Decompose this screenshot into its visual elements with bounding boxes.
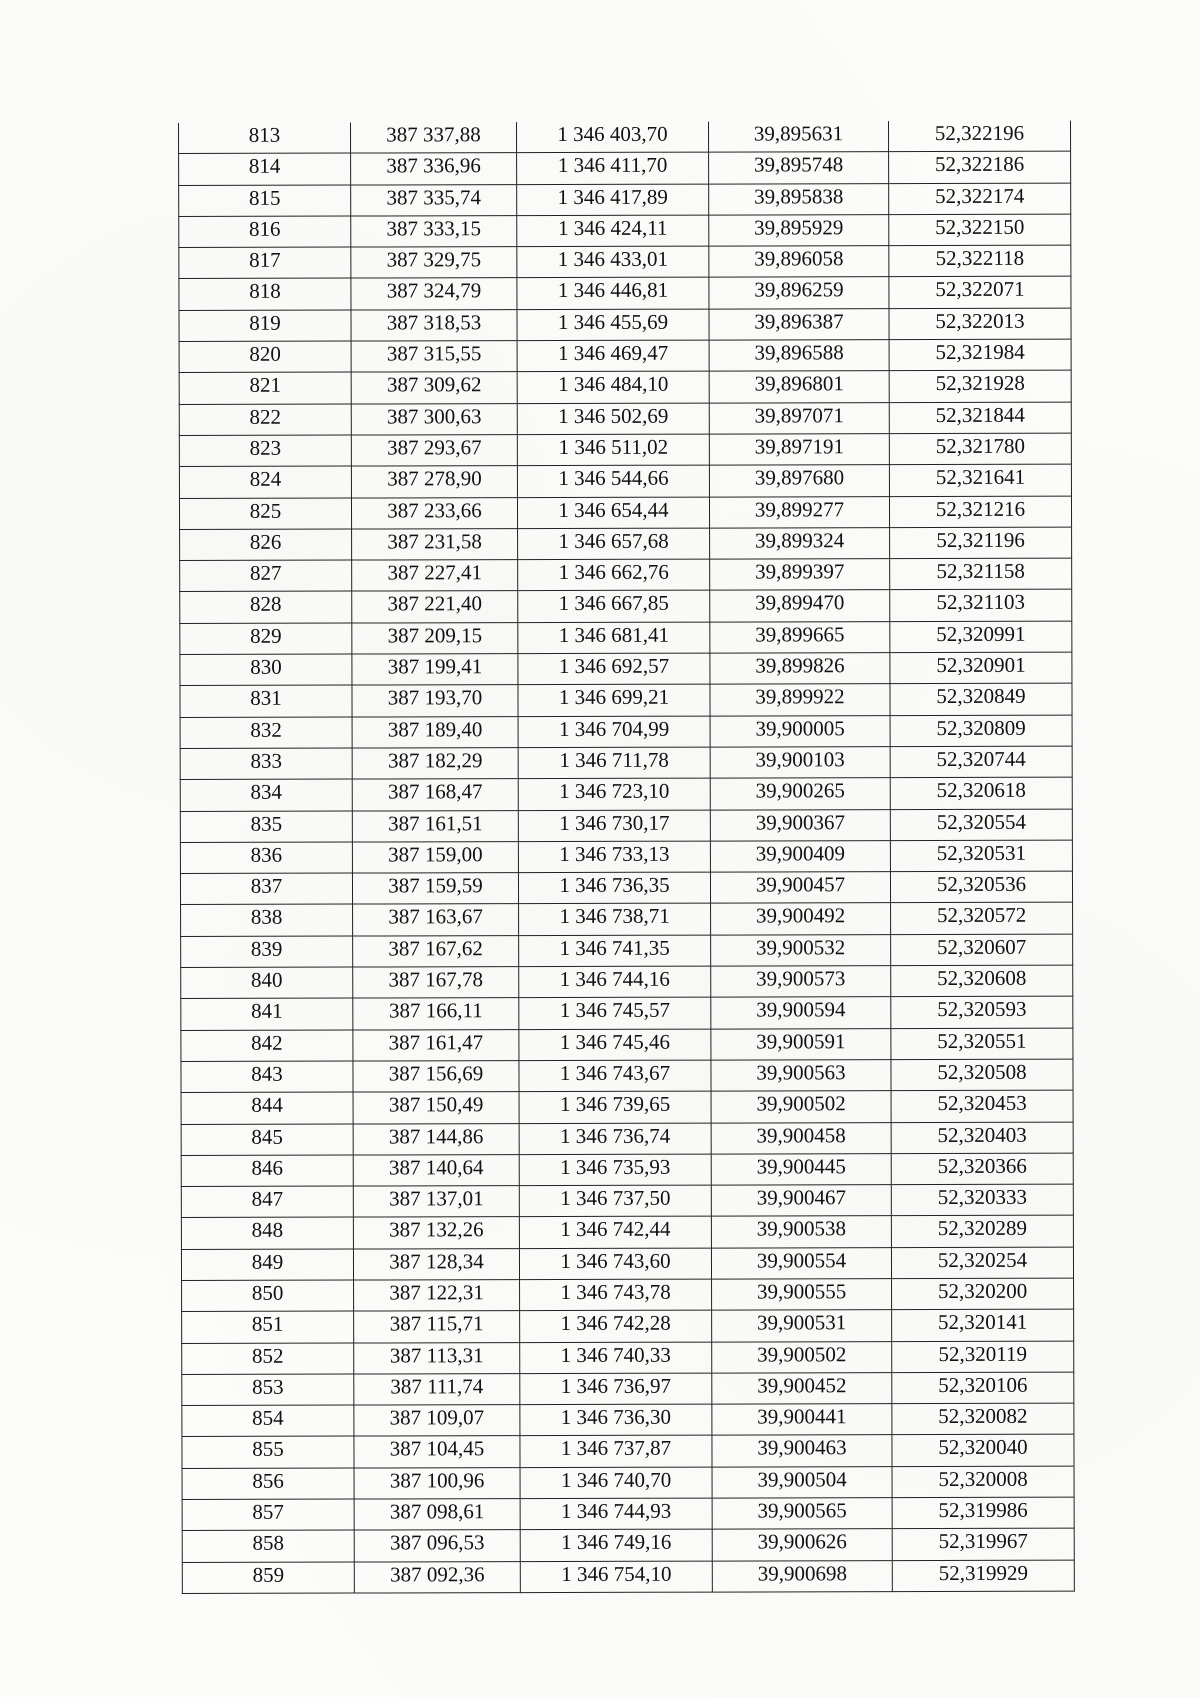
point-number-cell: 849 [181, 1249, 353, 1281]
point-number-cell: 826 [180, 529, 352, 561]
latitude-cell: 52,321928 [889, 371, 1071, 403]
table-row [179, 121, 1071, 154]
table-row [182, 1435, 1074, 1469]
longitude-cell: 39,900563 [711, 1060, 891, 1092]
x-coordinate-cell: 387 167,62 [353, 935, 519, 967]
x-coordinate-cell: 387 122,31 [354, 1280, 520, 1312]
x-coordinate-cell: 387 233,66 [351, 497, 517, 529]
latitude-cell: 52,322071 [889, 277, 1071, 309]
table-row [180, 777, 1072, 811]
y-coordinate-cell: 1 346 744,93 [520, 1498, 712, 1530]
y-coordinate-cell: 1 346 749,16 [520, 1529, 712, 1561]
table-row [182, 1466, 1074, 1500]
x-coordinate-cell: 387 113,31 [354, 1342, 520, 1374]
longitude-cell: 39,900103 [710, 747, 890, 779]
table-row [181, 1028, 1073, 1062]
y-coordinate-cell: 1 346 544,66 [517, 465, 709, 497]
longitude-cell: 39,900441 [712, 1404, 892, 1436]
x-coordinate-cell: 387 227,41 [352, 560, 518, 592]
table-row [182, 1497, 1074, 1531]
x-coordinate-cell: 387 318,53 [351, 309, 517, 341]
x-coordinate-cell: 387 161,47 [353, 1029, 519, 1061]
longitude-cell: 39,900467 [711, 1185, 891, 1217]
y-coordinate-cell: 1 346 741,35 [519, 935, 711, 967]
point-number-cell: 834 [180, 779, 352, 811]
y-coordinate-cell: 1 346 736,30 [520, 1404, 712, 1436]
table-row [180, 558, 1072, 592]
table-row [180, 871, 1072, 905]
y-coordinate-cell: 1 346 736,74 [519, 1123, 711, 1155]
table-row [179, 245, 1071, 279]
table-row [180, 527, 1072, 561]
y-coordinate-cell: 1 346 740,33 [520, 1342, 712, 1374]
longitude-cell: 39,900504 [712, 1466, 892, 1498]
y-coordinate-cell: 1 346 743,67 [519, 1060, 711, 1092]
latitude-cell: 52,321984 [889, 339, 1071, 371]
y-coordinate-cell: 1 346 662,76 [518, 559, 710, 591]
longitude-cell: 39,900463 [712, 1435, 892, 1467]
point-number-cell: 839 [181, 936, 353, 968]
table-row [179, 371, 1071, 405]
x-coordinate-cell: 387 168,47 [352, 779, 518, 811]
latitude-cell: 52,320008 [892, 1466, 1074, 1498]
point-number-cell: 832 [180, 717, 352, 749]
latitude-cell: 52,321641 [889, 464, 1071, 496]
longitude-cell: 39,895748 [709, 152, 889, 184]
y-coordinate-cell: 1 346 743,60 [519, 1248, 711, 1280]
table-row [179, 183, 1071, 217]
x-coordinate-cell: 387 156,69 [353, 1061, 519, 1093]
longitude-cell: 39,899277 [709, 496, 889, 528]
coordinates-table [178, 121, 1075, 1594]
longitude-cell: 39,900555 [712, 1279, 892, 1311]
longitude-cell: 39,897680 [709, 465, 889, 497]
x-coordinate-cell: 387 221,40 [352, 591, 518, 623]
latitude-cell: 52,320536 [890, 871, 1072, 903]
y-coordinate-cell: 1 346 737,87 [520, 1436, 712, 1468]
table-row [180, 809, 1072, 843]
longitude-cell: 39,899922 [710, 684, 890, 716]
table-row [180, 590, 1072, 624]
x-coordinate-cell: 387 300,63 [351, 403, 517, 435]
table-row [181, 934, 1073, 968]
table-row [180, 746, 1072, 780]
table-row [181, 1184, 1073, 1218]
point-number-cell: 837 [180, 873, 352, 905]
latitude-cell: 52,320254 [891, 1247, 1073, 1279]
y-coordinate-cell: 1 346 704,99 [518, 716, 710, 748]
longitude-cell: 39,900452 [712, 1373, 892, 1405]
latitude-cell: 52,320366 [891, 1153, 1073, 1185]
table-row [182, 1341, 1074, 1375]
latitude-cell: 52,320531 [890, 840, 1072, 872]
y-coordinate-cell: 1 346 754,10 [520, 1561, 712, 1593]
x-coordinate-cell: 387 324,79 [351, 278, 517, 310]
x-coordinate-cell: 387 199,41 [352, 654, 518, 686]
longitude-cell: 39,896588 [709, 340, 889, 372]
table-row [181, 903, 1073, 937]
latitude-cell: 52,319967 [892, 1529, 1074, 1561]
x-coordinate-cell: 387 337,88 [350, 122, 516, 153]
longitude-cell: 39,900532 [711, 934, 891, 966]
y-coordinate-cell: 1 346 742,28 [520, 1310, 712, 1342]
longitude-cell: 39,900554 [711, 1247, 891, 1279]
x-coordinate-cell: 387 293,67 [351, 435, 517, 467]
point-number-cell: 857 [182, 1499, 354, 1531]
y-coordinate-cell: 1 346 484,10 [517, 371, 709, 403]
point-number-cell: 817 [179, 247, 351, 279]
table-row [179, 433, 1071, 467]
longitude-cell: 39,896387 [709, 308, 889, 340]
longitude-cell: 39,900005 [710, 715, 890, 747]
y-coordinate-cell: 1 346 417,89 [517, 184, 709, 216]
longitude-cell: 39,900538 [711, 1216, 891, 1248]
latitude-cell: 52,321196 [890, 527, 1072, 559]
point-number-cell: 831 [180, 685, 352, 717]
longitude-cell: 39,896801 [709, 371, 889, 403]
y-coordinate-cell: 1 346 657,68 [518, 528, 710, 560]
point-number-cell: 852 [182, 1343, 354, 1375]
point-number-cell: 840 [181, 967, 353, 999]
table-row [182, 1403, 1074, 1437]
latitude-cell: 52,322013 [889, 308, 1071, 340]
x-coordinate-cell: 387 182,29 [352, 748, 518, 780]
y-coordinate-cell: 1 346 745,46 [519, 1029, 711, 1061]
latitude-cell: 52,322186 [889, 151, 1071, 183]
point-number-cell: 846 [181, 1155, 353, 1187]
y-coordinate-cell: 1 346 699,21 [518, 684, 710, 716]
y-coordinate-cell: 1 346 511,02 [517, 434, 709, 466]
point-number-cell: 856 [182, 1468, 354, 1500]
x-coordinate-cell: 387 104,45 [354, 1436, 520, 1468]
x-coordinate-cell: 387 109,07 [354, 1405, 520, 1437]
latitude-cell: 52,320809 [890, 715, 1072, 747]
point-number-cell: 844 [181, 1092, 353, 1124]
table-row [180, 715, 1072, 749]
y-coordinate-cell: 1 346 411,70 [517, 152, 709, 184]
table-row [179, 496, 1071, 530]
longitude-cell: 39,900565 [712, 1498, 892, 1530]
y-coordinate-cell: 1 346 711,78 [518, 747, 710, 779]
longitude-cell: 39,900594 [711, 997, 891, 1029]
table-row [180, 684, 1072, 718]
point-number-cell: 828 [180, 591, 352, 623]
point-number-cell: 853 [182, 1374, 354, 1406]
y-coordinate-cell: 1 346 455,69 [517, 309, 709, 341]
latitude-cell: 52,321780 [889, 433, 1071, 465]
y-coordinate-cell: 1 346 744,16 [519, 966, 711, 998]
x-coordinate-cell: 387 150,49 [353, 1092, 519, 1124]
x-coordinate-cell: 387 115,71 [354, 1311, 520, 1343]
latitude-cell: 52,321216 [889, 496, 1071, 528]
x-coordinate-cell: 387 132,26 [353, 1217, 519, 1249]
point-number-cell: 836 [180, 842, 352, 874]
latitude-cell: 52,320082 [892, 1403, 1074, 1435]
y-coordinate-cell: 1 346 424,11 [517, 215, 709, 247]
point-number-cell: 820 [179, 341, 351, 373]
table-row [180, 621, 1072, 655]
longitude-cell: 39,900502 [712, 1341, 892, 1373]
y-coordinate-cell: 1 346 739,65 [519, 1091, 711, 1123]
latitude-cell: 52,319929 [892, 1560, 1074, 1592]
y-coordinate-cell: 1 346 692,57 [518, 653, 710, 685]
latitude-cell: 52,320106 [892, 1372, 1074, 1404]
table-row [181, 1216, 1073, 1250]
point-number-cell: 835 [180, 811, 352, 843]
table-row [182, 1278, 1074, 1312]
longitude-cell: 39,896259 [709, 277, 889, 309]
table-row [180, 840, 1072, 874]
latitude-cell: 52,322118 [889, 245, 1071, 277]
longitude-cell: 39,900458 [711, 1122, 891, 1154]
x-coordinate-cell: 387 166,11 [353, 998, 519, 1030]
latitude-cell: 52,320901 [890, 652, 1072, 684]
x-coordinate-cell: 387 128,34 [353, 1248, 519, 1280]
point-number-cell: 842 [181, 1030, 353, 1062]
latitude-cell: 52,320849 [890, 684, 1072, 716]
y-coordinate-cell: 1 346 742,44 [519, 1216, 711, 1248]
x-coordinate-cell: 387 315,55 [351, 341, 517, 373]
point-number-cell: 845 [181, 1124, 353, 1156]
x-coordinate-cell: 387 098,61 [354, 1499, 520, 1531]
longitude-cell: 39,895929 [709, 215, 889, 247]
x-coordinate-cell: 387 335,74 [351, 184, 517, 216]
x-coordinate-cell: 387 092,36 [354, 1561, 520, 1593]
y-coordinate-cell: 1 346 469,47 [517, 340, 709, 372]
x-coordinate-cell: 387 100,96 [354, 1467, 520, 1499]
y-coordinate-cell: 1 346 730,17 [518, 810, 710, 842]
table-row [181, 965, 1073, 999]
longitude-cell: 39,900409 [710, 840, 890, 872]
table-row [182, 1529, 1074, 1563]
y-coordinate-cell: 1 346 502,69 [517, 403, 709, 435]
x-coordinate-cell: 387 231,58 [352, 528, 518, 560]
latitude-cell: 52,320453 [891, 1090, 1073, 1122]
x-coordinate-cell: 387 137,01 [353, 1186, 519, 1218]
longitude-cell: 39,900265 [710, 778, 890, 810]
table-row [182, 1309, 1074, 1343]
x-coordinate-cell: 387 167,78 [353, 967, 519, 999]
table-row [179, 339, 1071, 373]
longitude-cell: 39,896058 [709, 246, 889, 278]
longitude-cell: 39,899470 [710, 590, 890, 622]
longitude-cell: 39,895631 [708, 121, 888, 152]
x-coordinate-cell: 387 163,67 [353, 904, 519, 936]
latitude-cell: 52,320607 [891, 934, 1073, 966]
point-number-cell: 819 [179, 310, 351, 342]
table-row [179, 151, 1071, 185]
x-coordinate-cell: 387 161,51 [352, 810, 518, 842]
y-coordinate-cell: 1 346 735,93 [519, 1154, 711, 1186]
point-number-cell: 827 [180, 560, 352, 592]
latitude-cell: 52,319986 [892, 1497, 1074, 1529]
x-coordinate-cell: 387 189,40 [352, 716, 518, 748]
point-number-cell: 824 [179, 466, 351, 498]
latitude-cell: 52,320618 [890, 777, 1072, 809]
table-row [181, 996, 1073, 1030]
y-coordinate-cell: 1 346 667,85 [518, 591, 710, 623]
point-number-cell: 823 [179, 435, 351, 467]
point-number-cell: 851 [182, 1311, 354, 1343]
latitude-cell: 52,322174 [889, 183, 1071, 215]
longitude-cell: 39,895838 [709, 183, 889, 215]
x-coordinate-cell: 387 111,74 [354, 1373, 520, 1405]
point-number-cell: 818 [179, 279, 351, 311]
table-row [181, 1247, 1073, 1281]
latitude-cell: 52,320572 [891, 903, 1073, 935]
latitude-cell: 52,320744 [890, 746, 1072, 778]
point-number-cell: 854 [182, 1405, 354, 1437]
x-coordinate-cell: 387 144,86 [353, 1123, 519, 1155]
longitude-cell: 39,899665 [710, 621, 890, 653]
latitude-cell: 52,320403 [891, 1122, 1073, 1154]
table-row [179, 308, 1071, 342]
longitude-cell: 39,897191 [709, 434, 889, 466]
point-number-cell: 848 [181, 1217, 353, 1249]
y-coordinate-cell: 1 346 681,41 [518, 622, 710, 654]
latitude-cell: 52,320289 [891, 1216, 1073, 1248]
latitude-cell: 52,321103 [890, 590, 1072, 622]
latitude-cell: 52,320333 [891, 1184, 1073, 1216]
y-coordinate-cell: 1 346 743,78 [520, 1279, 712, 1311]
table-row [181, 1153, 1073, 1187]
x-coordinate-cell: 387 140,64 [353, 1154, 519, 1186]
point-number-cell: 855 [182, 1437, 354, 1469]
y-coordinate-cell: 1 346 733,13 [518, 841, 710, 873]
x-coordinate-cell: 387 278,90 [351, 466, 517, 498]
x-coordinate-cell: 387 209,15 [352, 622, 518, 654]
point-number-cell: 847 [181, 1186, 353, 1218]
longitude-cell: 39,900445 [711, 1153, 891, 1185]
longitude-cell: 39,899826 [710, 653, 890, 685]
y-coordinate-cell: 1 346 736,97 [520, 1373, 712, 1405]
latitude-cell: 52,320554 [890, 809, 1072, 841]
latitude-cell: 52,320551 [891, 1028, 1073, 1060]
y-coordinate-cell: 1 346 740,70 [520, 1467, 712, 1499]
table-row [179, 464, 1071, 498]
y-coordinate-cell: 1 346 654,44 [517, 497, 709, 529]
latitude-cell: 52,322150 [889, 214, 1071, 246]
point-number-cell: 825 [179, 498, 351, 530]
point-number-cell: 814 [179, 153, 351, 185]
point-number-cell: 813 [179, 123, 351, 154]
table-row [181, 1059, 1073, 1093]
point-number-cell: 833 [180, 748, 352, 780]
x-coordinate-cell: 387 159,00 [352, 841, 518, 873]
longitude-cell: 39,900698 [712, 1560, 892, 1592]
point-number-cell: 829 [180, 623, 352, 655]
y-coordinate-cell: 1 346 403,70 [516, 122, 708, 153]
table-row [182, 1372, 1074, 1406]
point-number-cell: 843 [181, 1061, 353, 1093]
point-number-cell: 859 [182, 1562, 354, 1594]
table-row [182, 1560, 1074, 1594]
x-coordinate-cell: 387 096,53 [354, 1530, 520, 1562]
table-row [181, 1122, 1073, 1156]
y-coordinate-cell: 1 346 736,35 [518, 872, 710, 904]
point-number-cell: 841 [181, 998, 353, 1030]
table-row [179, 402, 1071, 436]
table-row [181, 1090, 1073, 1124]
longitude-cell: 39,900591 [711, 1028, 891, 1060]
longitude-cell: 39,900502 [711, 1091, 891, 1123]
x-coordinate-cell: 387 333,15 [351, 216, 517, 248]
point-number-cell: 815 [179, 185, 351, 217]
y-coordinate-cell: 1 346 737,50 [519, 1185, 711, 1217]
table-row [179, 214, 1071, 248]
longitude-cell: 39,897071 [709, 402, 889, 434]
y-coordinate-cell: 1 346 723,10 [518, 778, 710, 810]
coordinates-table-body [179, 121, 1075, 1594]
point-number-cell: 821 [179, 372, 351, 404]
x-coordinate-cell: 387 336,96 [351, 153, 517, 185]
latitude-cell: 52,320040 [892, 1435, 1074, 1467]
latitude-cell: 52,320608 [891, 965, 1073, 997]
table-row [179, 277, 1071, 311]
x-coordinate-cell: 387 309,62 [351, 372, 517, 404]
latitude-cell: 52,320200 [892, 1278, 1074, 1310]
longitude-cell: 39,900367 [710, 809, 890, 841]
point-number-cell: 838 [181, 904, 353, 936]
longitude-cell: 39,900457 [710, 872, 890, 904]
latitude-cell: 52,322196 [888, 121, 1070, 152]
latitude-cell: 52,320508 [891, 1059, 1073, 1091]
point-number-cell: 816 [179, 216, 351, 248]
latitude-cell: 52,320119 [892, 1341, 1074, 1373]
latitude-cell: 52,320141 [892, 1309, 1074, 1341]
longitude-cell: 39,899324 [710, 527, 890, 559]
latitude-cell: 52,321158 [890, 558, 1072, 590]
longitude-cell: 39,900492 [711, 903, 891, 935]
longitude-cell: 39,899397 [710, 559, 890, 591]
point-number-cell: 858 [182, 1530, 354, 1562]
y-coordinate-cell: 1 346 446,81 [517, 278, 709, 310]
point-number-cell: 822 [179, 404, 351, 436]
x-coordinate-cell: 387 329,75 [351, 247, 517, 279]
point-number-cell: 830 [180, 654, 352, 686]
y-coordinate-cell: 1 346 433,01 [517, 246, 709, 278]
y-coordinate-cell: 1 346 745,57 [519, 997, 711, 1029]
latitude-cell: 52,320593 [891, 996, 1073, 1028]
longitude-cell: 39,900573 [711, 966, 891, 998]
x-coordinate-cell: 387 159,59 [352, 873, 518, 905]
latitude-cell: 52,320991 [890, 621, 1072, 653]
latitude-cell: 52,321844 [889, 402, 1071, 434]
longitude-cell: 39,900626 [712, 1529, 892, 1561]
point-number-cell: 850 [182, 1280, 354, 1312]
y-coordinate-cell: 1 346 738,71 [519, 904, 711, 936]
x-coordinate-cell: 387 193,70 [352, 685, 518, 717]
longitude-cell: 39,900531 [712, 1310, 892, 1342]
table-row [180, 652, 1072, 686]
